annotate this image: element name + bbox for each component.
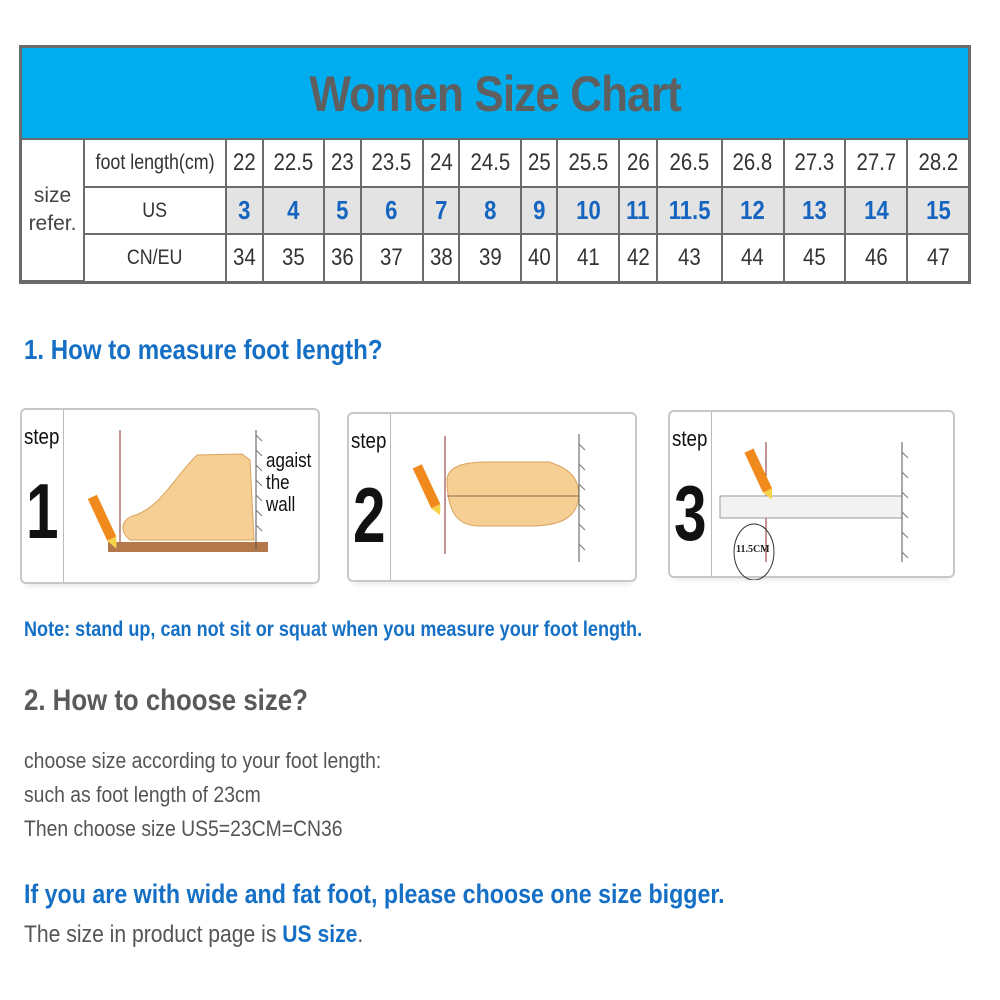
note-bold: US size bbox=[282, 921, 358, 948]
size-cell bbox=[521, 234, 557, 281]
size-value: 26 bbox=[626, 149, 650, 176]
size-value: 37 bbox=[380, 244, 404, 271]
size-value: 6 bbox=[385, 195, 398, 225]
size-value: 8 bbox=[483, 195, 497, 225]
size-value: 3 bbox=[238, 195, 251, 225]
step-number: 2 bbox=[353, 471, 386, 559]
size-value: 36 bbox=[331, 244, 354, 271]
size-refer-label bbox=[22, 140, 84, 281]
size-value: 38 bbox=[429, 244, 453, 271]
size-value: 14 bbox=[864, 195, 889, 225]
row-label-text: CN/EU bbox=[127, 246, 183, 269]
instruction-line: such as foot length of 23cm bbox=[24, 782, 261, 807]
size-cell bbox=[521, 187, 557, 234]
size-value: 25 bbox=[527, 149, 551, 176]
table-row bbox=[22, 234, 968, 281]
size-value: 35 bbox=[282, 244, 305, 271]
size-value: 7 bbox=[434, 195, 448, 225]
step-1-panel bbox=[20, 408, 320, 584]
size-cell bbox=[722, 140, 784, 187]
size-value: 40 bbox=[527, 244, 551, 271]
size-cell bbox=[521, 140, 557, 187]
size-table bbox=[22, 140, 968, 282]
size-value: 5 bbox=[336, 195, 349, 225]
note-prefix: The size in product page is bbox=[24, 921, 283, 948]
size-cell bbox=[907, 187, 968, 234]
size-cell bbox=[845, 187, 907, 234]
size-value: 11.5 bbox=[668, 195, 711, 225]
size-cell bbox=[361, 187, 423, 234]
step-label: step bbox=[351, 428, 387, 453]
size-value: 46 bbox=[864, 244, 888, 271]
instruction-line: choose size according to your foot length: bbox=[24, 748, 382, 773]
row-label-text: US bbox=[142, 198, 168, 222]
size-value: 26.5 bbox=[669, 149, 710, 176]
step-3-panel bbox=[668, 410, 955, 578]
size-cell bbox=[557, 234, 619, 281]
size-value: 28.2 bbox=[918, 149, 958, 176]
row-label-text: foot length(cm) bbox=[95, 151, 215, 174]
size-value: 15 bbox=[925, 195, 951, 225]
size-label: size bbox=[33, 184, 72, 207]
size-value: 25.5 bbox=[568, 149, 609, 176]
size-cell bbox=[361, 234, 423, 281]
row-label bbox=[84, 140, 226, 187]
size-cell bbox=[557, 187, 619, 234]
measure-heading: 1. How to measure foot length? bbox=[24, 334, 383, 365]
size-cell bbox=[423, 234, 459, 281]
size-cell bbox=[263, 187, 325, 234]
size-cell bbox=[423, 140, 459, 187]
row-label bbox=[84, 187, 226, 234]
size-cell bbox=[324, 234, 360, 281]
row-label bbox=[84, 234, 226, 281]
size-value: 13 bbox=[802, 195, 827, 225]
size-cell bbox=[459, 140, 521, 187]
ruler-reading: 11.5CM bbox=[736, 544, 770, 555]
size-cell bbox=[619, 187, 656, 234]
size-value: 24 bbox=[429, 149, 453, 176]
size-cell bbox=[324, 140, 360, 187]
us-size-note bbox=[24, 921, 363, 949]
step-label: step bbox=[24, 424, 60, 449]
table-row bbox=[22, 140, 968, 187]
size-cell bbox=[557, 140, 619, 187]
ruler-illustration bbox=[670, 412, 957, 580]
size-value: 45 bbox=[803, 244, 826, 271]
note-suffix: . bbox=[357, 921, 364, 948]
size-value: 4 bbox=[287, 195, 300, 225]
size-value: 23.5 bbox=[371, 149, 412, 176]
size-value: 34 bbox=[232, 244, 256, 271]
size-cell bbox=[784, 234, 846, 281]
size-value: 23 bbox=[331, 149, 354, 176]
instruction-line: Then choose size US5=23CM=CN36 bbox=[24, 816, 343, 841]
table-row bbox=[22, 187, 968, 234]
size-cell bbox=[459, 187, 521, 234]
chart-title: Women Size Chart bbox=[309, 66, 681, 122]
measure-note: Note: stand up, can not sit or squat when you measure your foot length. bbox=[24, 618, 643, 641]
caption-line: wall bbox=[266, 494, 296, 516]
size-value: 42 bbox=[626, 244, 650, 271]
choose-heading: 2. How to choose size? bbox=[24, 684, 308, 717]
size-cell bbox=[361, 140, 423, 187]
size-cell bbox=[722, 234, 784, 281]
size-cell bbox=[784, 140, 846, 187]
foot-top-illustration bbox=[349, 414, 639, 584]
wall-caption bbox=[266, 450, 311, 516]
size-value: 24.5 bbox=[470, 149, 510, 176]
size-cell bbox=[907, 140, 968, 187]
caption-line: the bbox=[266, 472, 290, 494]
refer-label: refer. bbox=[28, 212, 77, 235]
size-value: 27.7 bbox=[856, 149, 897, 176]
size-cell bbox=[619, 140, 656, 187]
size-cell bbox=[657, 234, 722, 281]
wide-foot-tip: If you are with wide and fat foot, please choose one size bigger. bbox=[24, 879, 725, 909]
size-value: 26.8 bbox=[732, 149, 773, 176]
step-number: 1 bbox=[26, 467, 59, 555]
size-cell bbox=[226, 187, 262, 234]
size-value: 9 bbox=[533, 195, 546, 225]
size-cell bbox=[845, 234, 907, 281]
size-cell bbox=[657, 187, 722, 234]
size-cell bbox=[324, 187, 360, 234]
size-value: 27.3 bbox=[794, 149, 835, 176]
size-value: 10 bbox=[576, 195, 601, 225]
size-cell bbox=[845, 140, 907, 187]
size-chart bbox=[19, 45, 971, 284]
caption-line: agaist bbox=[266, 450, 312, 472]
size-cell bbox=[423, 187, 459, 234]
size-value: 22 bbox=[232, 149, 256, 176]
size-cell bbox=[784, 187, 846, 234]
size-cell bbox=[226, 140, 262, 187]
step-2-panel bbox=[347, 412, 637, 582]
step-number: 3 bbox=[674, 469, 707, 557]
choose-instructions bbox=[24, 744, 381, 846]
size-cell bbox=[263, 140, 325, 187]
size-value: 43 bbox=[677, 244, 701, 271]
size-cell bbox=[722, 187, 784, 234]
size-cell bbox=[226, 234, 262, 281]
size-value: 44 bbox=[741, 244, 764, 271]
size-value: 39 bbox=[478, 244, 502, 271]
chart-title-band bbox=[22, 48, 968, 140]
size-value: 47 bbox=[926, 244, 950, 271]
size-cell bbox=[907, 234, 968, 281]
size-cell bbox=[459, 234, 521, 281]
size-cell bbox=[657, 140, 722, 187]
size-value: 12 bbox=[740, 195, 765, 225]
step-label: step bbox=[672, 426, 708, 451]
size-value: 22.5 bbox=[273, 149, 314, 176]
size-value: 11 bbox=[626, 195, 650, 225]
size-cell bbox=[263, 234, 325, 281]
size-cell bbox=[619, 234, 656, 281]
size-value: 41 bbox=[576, 244, 600, 271]
